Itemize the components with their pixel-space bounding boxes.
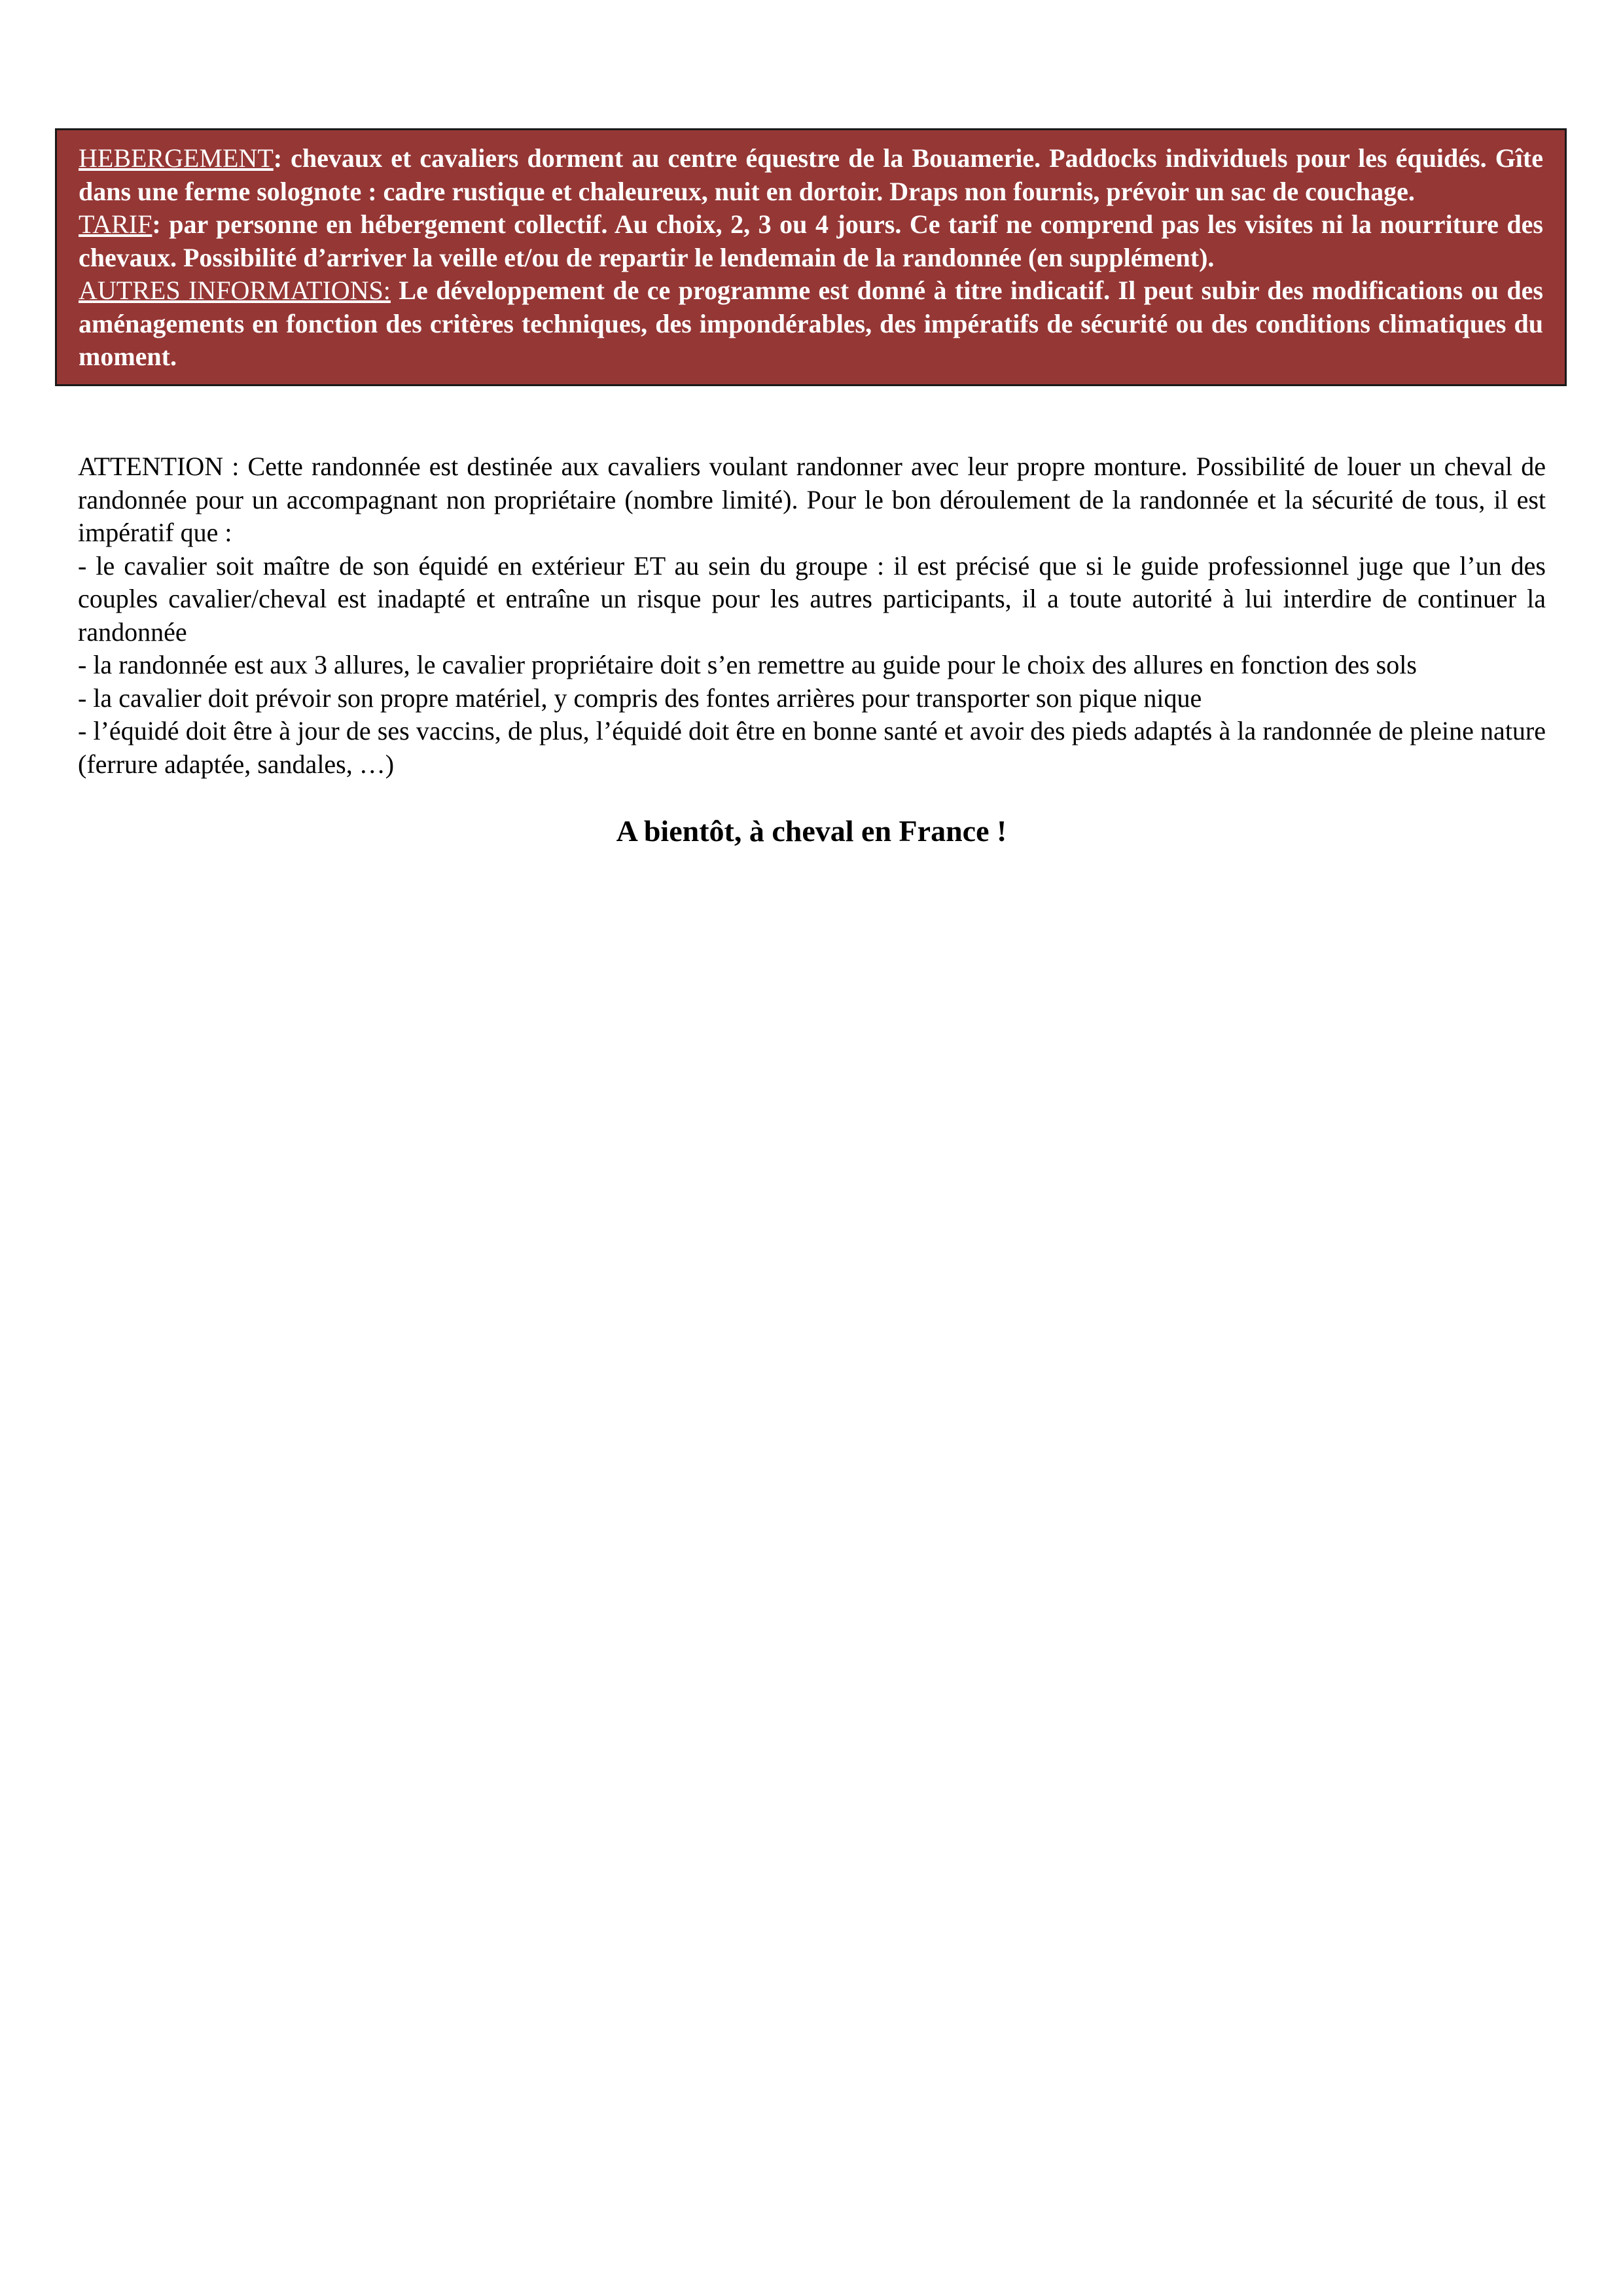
attention-item: - l’équidé doit être à jour de ses vaccins, de plus, l’équidé doit être en bonne santé et avoir des pieds adaptés à la randonnée de pleine nature (ferrure adaptée, sandales, …) [78, 716, 1546, 779]
info-box [55, 128, 1567, 386]
attention-item: - la cavalier doit prévoir son propre matériel, y compris des fontes arrières pour transporter son pique nique [78, 683, 1202, 713]
tarif-label: TARIF [79, 209, 152, 239]
attention-section [78, 450, 1546, 781]
closing-line: A bientôt, à cheval en France ! [616, 814, 1007, 848]
attention-item: - la randonnée est aux 3 allures, le cavalier propriétaire doit s’en remettre au guide pour le choix des allures en fonction des sols [78, 650, 1417, 679]
autres-informations-label: AUTRES INFORMATIONS: [79, 276, 391, 305]
attention-item: - le cavalier soit maître de son équidé en extérieur ET au sein du groupe : il est précisé que si le guide professionnel juge que l’un des couples cavalier/cheval est inadapté et entraîne un risque pour les autres participants, il a toute autorité à lui interdire de continuer la randonnée [78, 550, 1546, 647]
hebergement-text: : chevaux et cavaliers dorment au centre équestre de la Bouamerie. Paddocks individuels pour les équidés. Gîte dans une ferme solognote : cadre rustique et chaleureux, nuit en dortoir. Draps non fournis, prévoir un sac de couchage. [79, 143, 1543, 206]
hebergement-label: HEBERGEMENT [79, 143, 274, 173]
autres-informations-paragraph [79, 274, 1543, 374]
attention-intro: ATTENTION : Cette randonnée est destinée aux cavaliers voulant randonner avec leur propre monture. Possibilité de louer un cheval de randonnée pour un accompagnant non propriétaire (nombre limité). Pour le bon déroulement de la randonnée et la sécurité de tous, il est impératif que : [78, 452, 1546, 547]
autres-informations-text: Le développement de ce programme est donné à titre indicatif. Il peut subir des modifications ou des aménagements en fonction des critères techniques, des impondérables, des impératifs de sécurité ou des conditions climatiques du moment. [79, 276, 1543, 371]
tarif-paragraph [79, 208, 1543, 274]
hebergement-paragraph [79, 142, 1543, 208]
tarif-text: : par personne en hébergement collectif. Au choix, 2, 3 ou 4 jours. Ce tarif ne comprend pas les visites ni la nourriture des chevaux. Possibilité d’arriver la veille et/ou de repartir le lendemain de la randonnée (en supplément). [79, 209, 1543, 272]
